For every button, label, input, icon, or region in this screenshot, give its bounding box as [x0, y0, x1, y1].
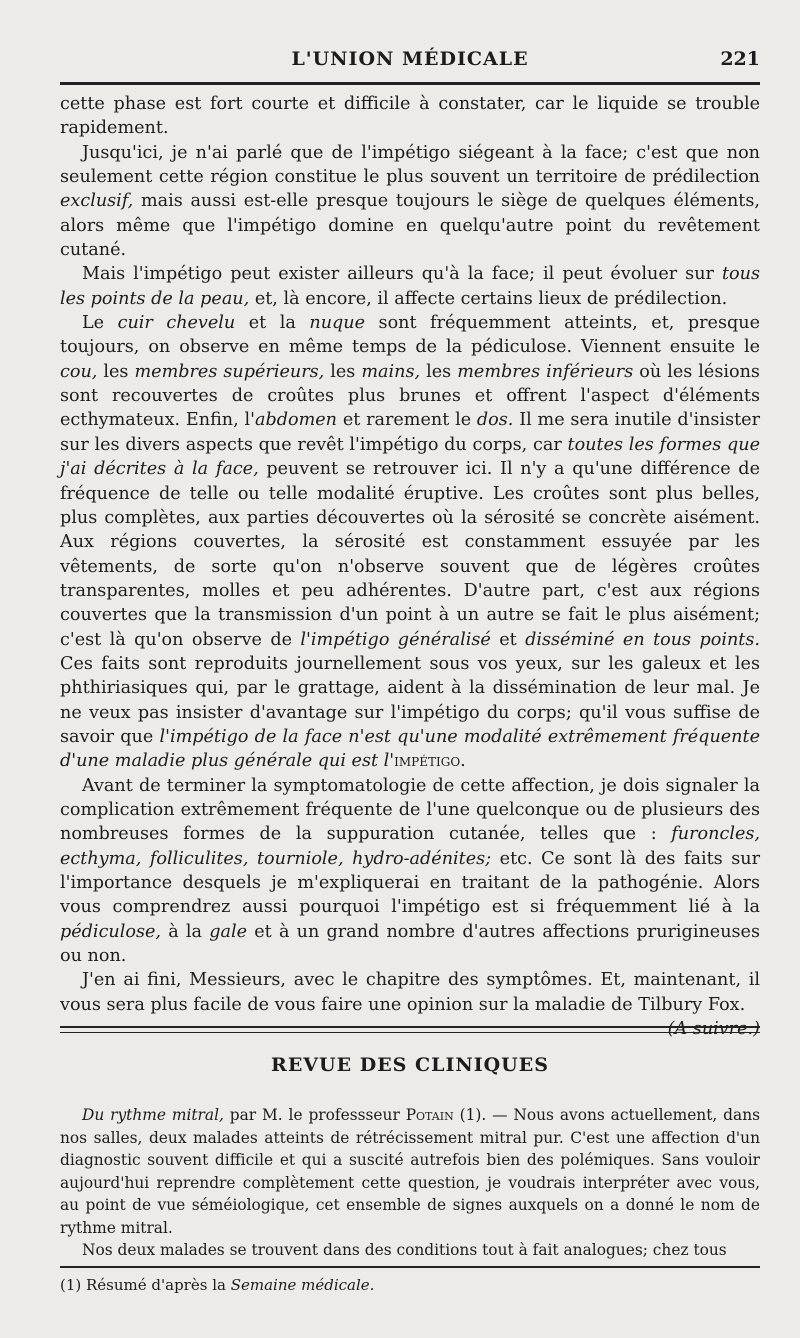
smallcaps-run: impétigo [394, 751, 461, 772]
italic-run: disséminé en tous points. [525, 629, 760, 650]
italic-run: gale [209, 921, 248, 942]
text-run: Jusqu'ici, je n'ai parlé que de l'impétigo siégeant à la face; c'est que non seulement cette région constitue le plus souvent un territoire de prédilection [60, 142, 760, 188]
text-run: et à un grand nombre d'autres affections prurigineuses ou non. [60, 921, 760, 967]
text-run: les [420, 361, 458, 382]
text-run: à la [161, 921, 210, 942]
text-run: où les lésions sont recouvertes de croûtes plus brunes et offrent l'aspect d'éléments ecthymateux. Enfin, l' [60, 361, 760, 431]
text-run: etc. Ce sont là des faits sur l'importance desquels je m'expliquerai en traitant de la pathogénie. Alors vous comprendrez aussi pourquoi l'impétigo est si fréquemment lié à la [60, 848, 760, 918]
section-heading: REVUE DES CLINIQUES [271, 1054, 549, 1076]
italic-run: pédiculose, [60, 921, 162, 942]
text-run: les [324, 361, 362, 382]
paragraph-5 [60, 774, 760, 969]
italic-run: Du rythme mitral, [82, 1106, 224, 1124]
paragraph-6 [60, 968, 760, 1017]
section-paragraph-2: Nos deux malades se trouvent dans des conditions tout à fait analogues; chez tous [82, 1241, 727, 1259]
italic-run: nuque [309, 313, 366, 334]
italic-run: membres supérieurs, [134, 361, 325, 382]
italic-run: abdomen [254, 410, 338, 431]
paragraph-4 [60, 311, 760, 774]
page-header [60, 48, 760, 74]
page-number: 221 [720, 48, 760, 70]
smallcaps-run: Potain [405, 1106, 454, 1124]
italic-run: l'impétigo de la face n'est qu'une modalité extrêmement fréquente d'une maladie plus générale qui est l' [60, 726, 760, 772]
text-run: Avant de terminer la symptomatologie de cette affection, je dois signaler la complication extrêmement fréquente de l'une quelconque ou de plusieurs des nombreuses formes de la suppuration cutanée, telles que : [60, 775, 760, 845]
paragraph-2 [60, 141, 760, 263]
footnote-rule [60, 1266, 760, 1268]
text-run: Il me sera inutile d'insister sur les divers aspects que revêt l'impétigo du corps, car [60, 410, 761, 455]
text-run: . [460, 751, 466, 772]
text-run: Ces faits sont reproduits journellement sous vos yeux, sur les galeux et les phthiriasiques qui, par le grattage, aident à la dissémination de leur mal. Je ne veux pas insister d'avantage sur l'impétigo du corps; qu'il vous suffise de savoir que [60, 653, 760, 747]
section-divider [60, 1026, 760, 1033]
text-run: et [490, 629, 526, 650]
italic-run: cuir chevelu [117, 313, 236, 334]
text-run: peuvent se retrouver ici. Il n'y a qu'une différence de fréquence de telle ou telle modalité éruptive. Les croûtes sont plus belles, plus complètes, aux parties découvertes où la sérosité se concrète aisément. Aux régions couvertes, la sérosité est constamment essuyée par les vêtements, de sorte qu'on n'observe souvent que de légères croûtes transparentes, molles et peu adhérentes. D'autre part, c'est aux régions couvertes que la transmission d'un point à un autre se fait le plus aisément; c'est là qu'on observe de [60, 459, 760, 650]
paragraph-1: cette phase est fort courte et difficile à constater, car le liquide se trouble rapidement. [60, 94, 760, 139]
italic-run: Semaine médicale. [230, 1276, 375, 1294]
text-run: par M. le professseur [223, 1106, 406, 1124]
footnote [60, 1276, 760, 1294]
text-run: et la [235, 313, 310, 334]
italic-run: furoncles, ecthyma, folliculites, tourniole, hydro-adénites; [60, 824, 760, 869]
text-run: Le [82, 313, 118, 334]
text-run: J'en ai fini, Messieurs, avec le chapitre des symptômes. Et, maintenant, il vous sera plus facile de vous faire une opinion sur la maladie de Tilbury Fox. [60, 970, 760, 1015]
text-run: mais aussi est-elle presque toujours le siège de quelques éléments, alors même que l'impétigo domine en quelqu'autre point du revêtement cutané. [60, 191, 760, 261]
italic-run: toutes les formes que j'ai décrites à la face, [60, 434, 760, 480]
text-run: (1) Résumé d'après la [60, 1276, 231, 1294]
text-run: et, là encore, il affecte certains lieux de prédilection. [249, 288, 728, 309]
italic-run: dos. [476, 410, 514, 431]
italic-run: (A suivre.) [667, 1019, 760, 1040]
italic-run: cou, [60, 361, 98, 382]
running-title: L'UNION MÉDICALE [291, 48, 529, 70]
italic-run: l'impétigo généralisé [300, 629, 491, 650]
italic-run: membres inférieurs [457, 361, 634, 382]
header-rule [60, 82, 760, 85]
italic-run: exclusif, [60, 191, 134, 212]
paragraph-3 [60, 262, 760, 311]
section-body [60, 1104, 760, 1262]
text-run: et rarement le [337, 410, 477, 431]
article-body [60, 92, 760, 1041]
text-run: sont fréquemment atteints, et, presque toujours, on observe en même temps de la pédiculose. Viennent ensuite le [60, 313, 760, 358]
text-run: les [97, 361, 135, 382]
italic-run: tous les points de la peau, [60, 264, 760, 309]
italic-run: mains, [361, 361, 421, 382]
text-run: (1). — Nous avons actuellement, dans nos salles, deux malades atteints de rétrécissement mitral pur. C'est une affection d'un diagnostic souvent difficile et qui a suscité autrefois bien des polémiques. Sans vouloir aujourd'hui reprendre complètement cette question, je voudrais interpréter avec vous, au point de vue séméiologique, cet ensemble de signes auxquels on a donné le nom de rythme mitral. [60, 1106, 760, 1237]
text-run: Mais l'impétigo peut exister ailleurs qu'à la face; il peut évoluer sur [82, 264, 722, 285]
section-paragraph-1 [60, 1104, 760, 1239]
